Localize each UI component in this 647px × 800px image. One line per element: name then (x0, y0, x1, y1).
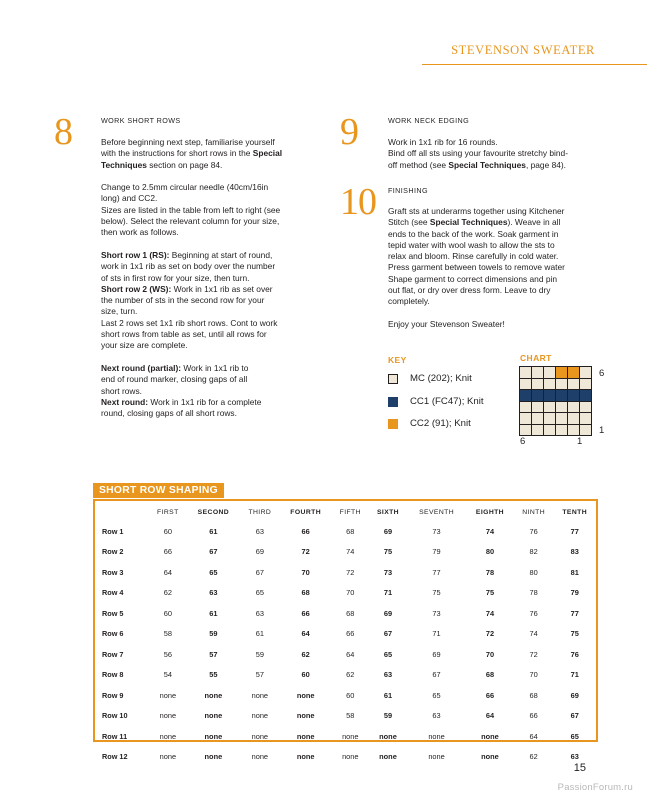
table-cell: 59 (255, 649, 264, 659)
chart-cell (568, 379, 579, 390)
watermark: PassionForum.ru (557, 782, 633, 793)
table-cell: 72 (346, 567, 355, 577)
key-item-cc2 (388, 418, 471, 429)
table-cell: none (481, 731, 499, 741)
column-header: SECOND (197, 508, 230, 516)
chart-cell (532, 390, 543, 401)
text-line: relax and bloom. Rinse carefully in cold water. (388, 251, 559, 262)
column-header: EIGHTH (475, 508, 504, 516)
text-line: then work as follows. (101, 227, 179, 238)
chart-cell (580, 425, 591, 436)
chart-cell (544, 390, 555, 401)
table-cell: 80 (485, 547, 495, 557)
table-row (96, 706, 596, 727)
table-cell: none (428, 752, 445, 762)
table-cell: 64 (301, 629, 310, 639)
table-cell: none (296, 711, 315, 721)
key-label: CC1 (FC47); Knit (410, 396, 484, 407)
table-cell: 56 (163, 649, 172, 659)
chart-cell (556, 413, 567, 424)
corner-cell (96, 503, 149, 521)
table-cell: 79 (432, 547, 441, 557)
table-cell: 70 (529, 670, 538, 680)
step-10-title: FINISHING (388, 186, 428, 195)
column-header: FIRST (157, 508, 179, 516)
text-line: ends to the back of the work. Soak garment in (388, 228, 559, 239)
table-title: SHORT ROW SHAPING (93, 483, 224, 498)
header-rule (422, 64, 647, 65)
text-line: end of round marker, closing gaps of all (101, 374, 248, 385)
table-cell: 83 (570, 547, 579, 557)
chart-cell (580, 413, 591, 424)
table-cell: 74 (485, 608, 495, 618)
table-cell: none (251, 752, 269, 762)
chart-cell (556, 390, 567, 401)
chart-col-right-label: 1 (577, 436, 583, 447)
chart-cell (556, 379, 567, 390)
text-line: work in 1x1 rib as set on body over the number (101, 261, 276, 272)
table-cell: 71 (383, 588, 393, 598)
table-cell: 62 (301, 649, 310, 659)
text-line: Graft sts at underarms together using Kitchener (388, 206, 565, 216)
text-line: Last 2 rows set 1x1 rib short rows. Cont to work (101, 317, 278, 328)
table-cell: 63 (570, 752, 579, 762)
table-cell: 63 (383, 670, 393, 680)
chart-cell (520, 425, 531, 436)
text-line: Techniques section on page 84. (101, 159, 223, 170)
table-cell: 68 (301, 588, 310, 598)
table-cell: 63 (255, 526, 264, 536)
table-cell: none (159, 711, 177, 721)
table-cell: none (204, 731, 223, 741)
table-cell: 64 (485, 711, 495, 721)
column-header: FIFTH (339, 508, 361, 516)
step-9-body (388, 137, 603, 171)
step-10-number: 10 (340, 181, 376, 223)
table-cell: 73 (383, 567, 393, 577)
chart-row-top-label: 6 (599, 368, 605, 379)
text-line: Stitch (see Special Techniques). Weave in all (388, 217, 561, 228)
table-cell: 69 (383, 608, 393, 618)
chart-cell (556, 402, 567, 413)
column-header: FOURTH (290, 508, 322, 516)
text-line: with the instructions for short rows in the Special (101, 148, 283, 159)
table-cell: 75 (570, 629, 579, 639)
table-cell: 57 (255, 670, 264, 680)
row-label: Row 11 (102, 731, 128, 741)
text-line: round, closing gaps of all short rows. (101, 408, 237, 419)
column-header: SEVENTH (419, 508, 454, 516)
text-line: Change to 2.5mm circular needle (40cm/16in (101, 182, 269, 193)
table-cell: 71 (432, 629, 441, 639)
row-label: Row 8 (102, 670, 124, 680)
table-cell: 75 (383, 547, 393, 557)
column-header: NINTH (522, 508, 546, 516)
table-cell: none (251, 711, 269, 721)
table-cell: none (159, 690, 177, 700)
chart-cell (532, 413, 543, 424)
table-cell: 66 (163, 547, 172, 557)
table-cell: 60 (163, 608, 172, 618)
table-cell: 77 (570, 526, 579, 536)
chart-cell (580, 402, 591, 413)
table-cell: 64 (346, 649, 355, 659)
table-row (96, 747, 596, 768)
table-cell: 66 (485, 690, 495, 700)
table-cell: 76 (529, 526, 538, 536)
chart-cell (544, 425, 555, 436)
table-cell: 69 (255, 547, 264, 557)
table-cell: 70 (301, 567, 310, 577)
table-cell: 63 (432, 711, 441, 721)
row-label: Row 5 (102, 608, 124, 618)
text-line: off method (see Special Techniques, page 84). (388, 159, 566, 170)
step-8-title: WORK SHORT ROWS (101, 116, 181, 125)
chart-cell (580, 390, 591, 401)
chart-cell (532, 402, 543, 413)
table-cell: 54 (163, 670, 172, 680)
table-cell: 70 (485, 649, 495, 659)
table-cell: none (251, 731, 269, 741)
table-cell: 77 (570, 608, 579, 618)
chart-cell (544, 413, 555, 424)
table-cell: 69 (570, 690, 579, 700)
table-cell: 62 (346, 670, 355, 680)
table-cell: 75 (485, 588, 495, 598)
column-header: SIXTH (376, 508, 399, 516)
text-line: Enjoy your Stevenson Sweater! (388, 318, 505, 329)
table-cell: 65 (255, 588, 264, 598)
table-cell: 57 (209, 649, 218, 659)
table-cell: 59 (209, 629, 218, 639)
table-cell: 61 (209, 608, 218, 618)
table-cell: 69 (432, 649, 441, 659)
table-cell: 67 (432, 670, 441, 680)
table-cell: 72 (485, 629, 495, 639)
text-line: of sts in first row for your size, then turn. (101, 272, 250, 283)
table-cell: 59 (383, 711, 393, 721)
chart-cell (568, 402, 579, 413)
table-cell: 67 (570, 711, 579, 721)
table-cell: 68 (346, 526, 355, 536)
table-cell: 61 (383, 690, 393, 700)
table-cell: none (296, 752, 315, 762)
table-cell: 70 (346, 588, 355, 598)
table-cell: 72 (529, 649, 538, 659)
chart-cell (520, 367, 531, 378)
chart-cell (532, 425, 543, 436)
chart-cell (544, 379, 555, 390)
table-cell: 63 (209, 588, 218, 598)
text-line: short rows from table as set, until all rows for (101, 329, 267, 340)
text-line: out flat, or dry over dress form. Leave to dry (388, 285, 551, 296)
table-cell: 67 (383, 629, 393, 639)
step-8-body (101, 137, 316, 419)
table-cell: 60 (163, 526, 172, 536)
text-line: below). Select the relevant column for your size, (101, 216, 280, 227)
text-line: Short row 2 (WS): Work in 1x1 rib as set over (101, 283, 273, 294)
text-line: Bind off all sts using your favourite stretchy bind- (388, 148, 568, 159)
table-cell: 71 (570, 670, 579, 680)
row-label: Row 6 (102, 629, 124, 639)
table-row (96, 685, 596, 706)
table-cell: none (481, 752, 499, 762)
text-line: long) and CC2. (101, 193, 158, 204)
table-cell: 58 (346, 711, 355, 721)
step-10-body (388, 206, 603, 330)
chart-cell (520, 379, 531, 390)
chart-cell (580, 379, 591, 390)
table-cell: 78 (529, 588, 538, 598)
chart-cell (568, 425, 579, 436)
chart-cell (520, 390, 531, 401)
table-cell: none (379, 752, 397, 762)
table-cell: 67 (209, 547, 218, 557)
table-header-row (96, 503, 596, 521)
table-cell: 55 (209, 670, 218, 680)
text-line: Shape garment to correct dimensions and pin (388, 273, 557, 284)
row-label: Row 3 (102, 567, 124, 577)
chart-title: CHART (520, 353, 552, 363)
table-cell: 77 (432, 567, 441, 577)
row-label: Row 12 (102, 752, 128, 762)
running-header: STEVENSON SWEATER (451, 43, 595, 57)
chart-cell (568, 367, 579, 378)
table-cell: 76 (570, 649, 579, 659)
table-cell: 61 (255, 629, 264, 639)
chart-cell (568, 413, 579, 424)
key-item-mc (388, 373, 472, 384)
text-line: Before beginning next step, familiarise yourself (101, 137, 275, 147)
table-cell: 60 (346, 690, 355, 700)
swatch-cc1 (388, 397, 398, 407)
table-cell: none (296, 690, 315, 700)
table-cell: 66 (346, 629, 355, 639)
table-cell: 66 (529, 711, 538, 721)
colorwork-chart (519, 366, 592, 436)
text-line: tepid water with wool wash to allow the sts to (388, 239, 555, 250)
column-header: THIRD (248, 508, 272, 516)
row-label: Row 1 (102, 526, 124, 536)
table-row (96, 521, 596, 542)
step-9-number: 9 (340, 111, 359, 153)
chart-cell (580, 367, 591, 378)
text-line: Next round: Work in 1x1 rib for a complete (101, 396, 262, 407)
swatch-cc2 (388, 419, 398, 429)
step-9-title: WORK NECK EDGING (388, 116, 470, 125)
table-cell: 73 (432, 608, 441, 618)
table-cell: 74 (529, 629, 538, 639)
chart-cell (544, 402, 555, 413)
step-8-number: 8 (54, 111, 73, 153)
table-row (96, 644, 596, 665)
table-cell: none (342, 752, 359, 762)
text-line: completely. (388, 296, 430, 307)
row-label: Row 9 (102, 690, 124, 700)
text-line: Work in 1x1 rib for 16 rounds. (388, 137, 498, 147)
table-cell: 58 (163, 629, 172, 639)
table-cell: 64 (529, 731, 538, 741)
page-number: 15 (573, 762, 586, 774)
table-cell: 76 (529, 608, 538, 618)
text-line: Next round (partial): Work in 1x1 rib to (101, 362, 249, 373)
table-cell: 78 (485, 567, 495, 577)
text-line: size, turn. (101, 306, 138, 317)
text-line: short rows. (101, 385, 142, 396)
table-row (96, 583, 596, 604)
text-line: Press garment between towels to remove water (388, 262, 565, 273)
row-label: Row 2 (102, 547, 124, 557)
swatch-mc (388, 374, 398, 384)
row-label: Row 4 (102, 588, 124, 598)
table-cell: 61 (209, 526, 218, 536)
table-cell: 63 (255, 608, 264, 618)
text-line: your size are complete. (101, 340, 188, 351)
table-row (96, 624, 596, 645)
table-cell: none (204, 690, 223, 700)
table-cell: 65 (570, 731, 579, 741)
table-row (96, 665, 596, 686)
table-cell: 69 (383, 526, 393, 536)
table-cell: none (204, 752, 223, 762)
table-row (96, 542, 596, 563)
table-cell: none (296, 731, 315, 741)
table-cell: none (159, 752, 177, 762)
table-cell: 81 (570, 567, 579, 577)
chart-cell (568, 390, 579, 401)
chart-cell (520, 402, 531, 413)
row-label: Row 7 (102, 649, 124, 659)
table-cell: 72 (301, 547, 310, 557)
table-cell: 74 (346, 547, 355, 557)
chart-cell (544, 367, 555, 378)
table-cell: none (204, 711, 223, 721)
text-line: the number of sts in the second row for your (101, 295, 265, 306)
table-cell: 66 (301, 608, 310, 618)
table-cell: none (379, 731, 397, 741)
key-title: KEY (388, 355, 407, 365)
table-cell: 74 (485, 526, 495, 536)
table-cell: 82 (529, 547, 538, 557)
table-cell: 65 (209, 567, 218, 577)
table-cell: 75 (432, 588, 441, 598)
key-label: MC (202); Knit (410, 373, 472, 384)
table-cell: 68 (346, 608, 355, 618)
row-label: Row 10 (102, 711, 128, 721)
text-line: Sizes are listed in the table from left to right (see (101, 204, 281, 215)
key-item-cc1 (388, 396, 484, 407)
table-cell: none (159, 731, 177, 741)
table-row (96, 603, 596, 624)
chart-cell (520, 413, 531, 424)
chart-cell (556, 425, 567, 436)
table-cell: 79 (570, 588, 579, 598)
table-cell: 62 (529, 752, 538, 762)
text-line: Short row 1 (RS): Beginning at start of round, (101, 249, 273, 260)
chart-cell (556, 367, 567, 378)
table-cell: 60 (301, 670, 310, 680)
table-cell: 65 (432, 690, 441, 700)
table-cell: none (251, 690, 269, 700)
table-cell: none (428, 731, 445, 741)
table-cell: 64 (163, 567, 172, 577)
table-cell: 68 (485, 670, 495, 680)
table-cell: 73 (432, 526, 441, 536)
short-row-table (96, 503, 596, 767)
table-row (96, 562, 596, 583)
table-cell: 80 (529, 567, 538, 577)
table-cell: 65 (383, 649, 393, 659)
column-header: TENTH (562, 508, 588, 516)
key-label: CC2 (91); Knit (410, 418, 471, 429)
chart-row-bottom-label: 1 (599, 425, 605, 436)
chart-col-left-label: 6 (520, 436, 526, 447)
table-cell: 68 (529, 690, 538, 700)
table-cell: 66 (301, 526, 310, 536)
table-cell: 62 (163, 588, 172, 598)
chart-cell (532, 379, 543, 390)
chart-cell (532, 367, 543, 378)
table-cell: none (342, 731, 359, 741)
table-row (96, 726, 596, 747)
table-cell: 67 (255, 567, 264, 577)
